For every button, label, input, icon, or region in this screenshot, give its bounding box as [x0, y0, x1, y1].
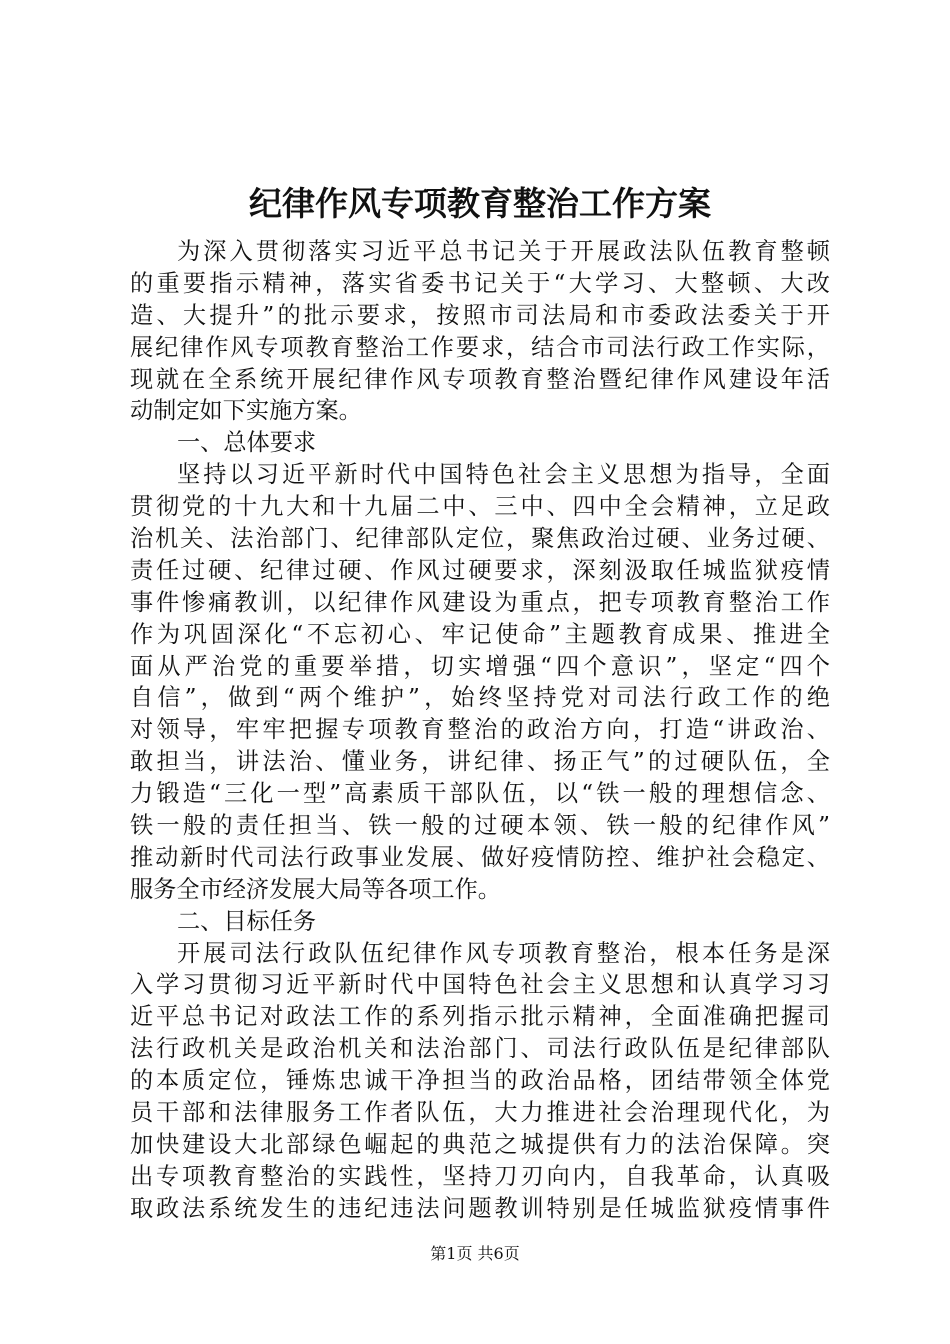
paragraph-line: 近平总书记对政法工作的系列指示批示精神，全面准确把握司 — [130, 1003, 830, 1031]
paragraph-line: 贯彻党的十九大和十九届二中、三中、四中全会精神，立足政 — [130, 493, 830, 521]
paragraph-line: 服务全市经济发展大局等各项工作。 — [130, 875, 501, 903]
section-heading: 一、总体要求 — [177, 429, 317, 457]
page-number: 第1页 共6页 — [430, 1244, 520, 1263]
paragraph-line: 自信”，做到“两个维护”，始终坚持党对司法行政工作的绝 — [130, 684, 830, 712]
paragraph-line: 的本质定位，锤炼忠诚干净担当的政治品格，团结带领全体党 — [130, 1067, 830, 1095]
paragraph-line: 造、大提升”的批示要求，按照市司法局和市委政法委关于开 — [130, 301, 830, 329]
paragraph-line: 坚持以习近平新时代中国特色社会主义思想为指导，全面 — [177, 461, 830, 489]
paragraph-line: 加快建设大北部绿色崛起的典范之城提供有力的法治保障。突 — [130, 1130, 830, 1158]
paragraph-line: 的重要指示精神，落实省委书记关于“大学习、大整顿、大改 — [130, 269, 830, 297]
paragraph-line: 展纪律作风专项教育整治工作要求，结合市司法行政工作实际， — [130, 333, 830, 361]
paragraph-line: 治机关、法治部门、纪律部队定位，聚焦政治过硬、业务过硬、 — [130, 525, 830, 553]
paragraph-line: 铁一般的责任担当、铁一般的过硬本领、铁一般的纪律作风” — [130, 812, 830, 840]
paragraph-line: 责任过硬、纪律过硬、作风过硬要求，深刻汲取任城监狱疫情 — [130, 556, 830, 584]
paragraph-line: 力锻造“三化一型”高素质干部队伍，以“铁一般的理想信念、 — [130, 780, 830, 808]
paragraph-line: 动制定如下实施方案。 — [130, 397, 362, 425]
paragraph-line: 出专项教育整治的实践性，坚持刀刃向内，自我革命，认真吸 — [130, 1162, 830, 1190]
paragraph-line: 开展司法行政队伍纪律作风专项教育整治，根本任务是深 — [177, 939, 830, 967]
paragraph-line: 面从严治党的重要举措，切实增强“四个意识”，坚定“四个 — [130, 652, 830, 680]
paragraph-line: 员干部和法律服务工作者队伍，大力推进社会治理现代化，为 — [130, 1099, 830, 1127]
paragraph-line: 作为巩固深化“不忘初心、牢记使命”主题教育成果、推进全 — [130, 620, 830, 648]
paragraph-line: 现就在全系统开展纪律作风专项教育整治暨纪律作风建设年活 — [130, 365, 830, 393]
paragraph-line: 为深入贯彻落实习近平总书记关于开展政法队伍教育整顿 — [177, 238, 830, 265]
paragraph-line: 事件惨痛教训，以纪律作风建设为重点，把专项教育整治工作 — [130, 588, 830, 616]
paragraph-line: 法行政机关是政治机关和法治部门、司法行政队伍是纪律部队 — [130, 1035, 830, 1063]
paragraph-line: 对领导，牢牢把握专项教育整治的政治方向，打造“讲政治、 — [130, 716, 830, 744]
document-body — [130, 236, 830, 1225]
paragraph-line: 推动新时代司法行政事业发展、做好疫情防控、维护社会稳定、 — [130, 843, 830, 871]
document-title: 纪律作风专项教育整治工作方案 — [249, 184, 711, 223]
paragraph-line: 入学习贯彻习近平新时代中国特色社会主义思想和认真学习习 — [130, 971, 830, 999]
section-heading: 二、目标任务 — [177, 907, 317, 935]
paragraph-line: 敢担当，讲法治、懂业务，讲纪律、扬正气”的过硬队伍，全 — [130, 748, 830, 776]
paragraph-line: 取政法系统发生的违纪违法问题教训特别是任城监狱疫情事件 — [130, 1194, 830, 1222]
